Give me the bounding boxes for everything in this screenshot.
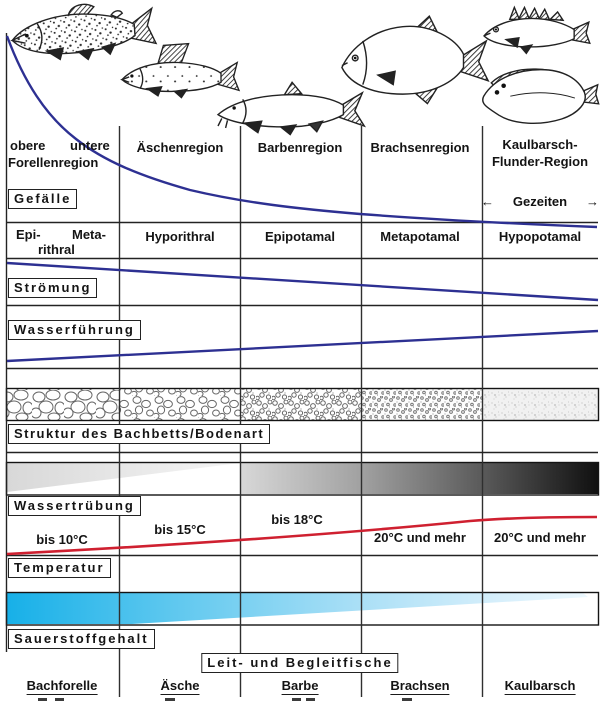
zone-rithral: rithral — [38, 242, 75, 257]
temperatur-label: Temperatur — [8, 558, 111, 578]
region-barben: Barbenregion — [257, 140, 343, 155]
temp-col2: bis 15°C — [154, 522, 206, 537]
zone-hypopotamal: Hypopotamal — [498, 229, 582, 244]
gezeiten-label: Gezeiten — [512, 194, 568, 209]
temp-col4: 20°C und mehr — [374, 530, 466, 545]
region-kaulbarsch-line1: Kaulbarsch- — [502, 137, 578, 152]
stroemung-label: Strömung — [8, 278, 97, 298]
gezeiten-indicator — [481, 194, 599, 209]
zone-epi: Epi- — [16, 227, 41, 242]
sauerstoffgehalt-label: Sauerstoffgehalt — [8, 629, 155, 649]
region-brachsen: Brachsenregion — [370, 140, 470, 155]
fish-name-bachforelle: Bachforelle — [26, 678, 98, 693]
bream-illustration — [342, 16, 488, 103]
leitfische-label: Leit- und Begleitfische — [201, 653, 398, 673]
region-forellen-word2: untere — [70, 138, 110, 153]
wasserfuehrung-label: Wasserführung — [8, 320, 141, 340]
oxygen-gradient-band — [7, 593, 599, 626]
gefaelle-label: Gefälle — [8, 189, 77, 209]
zone-hyporithral: Hyporithral — [145, 229, 215, 244]
fish-name-aesche: Äsche — [160, 678, 200, 693]
arrow-left-icon: ← — [481, 194, 494, 209]
temp-col5: 20°C und mehr — [494, 530, 586, 545]
fish-name-brachsen: Brachsen — [390, 678, 450, 693]
region-forellen-word1: obere — [10, 138, 46, 153]
fish-name-barbe: Barbe — [281, 678, 319, 693]
region-aeschen: Äschenregion — [136, 140, 224, 155]
zone-metapotamal: Metapotamal — [380, 229, 460, 244]
riverbed-structure-band — [7, 389, 599, 421]
fish-name-kaulbarsch: Kaulbarsch — [504, 678, 576, 693]
cropped-text-fragment — [165, 698, 175, 701]
arrow-right-icon: → — [586, 194, 599, 209]
region-kaulbarsch-line2: Flunder-Region — [491, 154, 589, 169]
wassertruebung-label: Wassertrübung — [8, 496, 141, 516]
brown-trout-illustration — [10, 0, 157, 65]
struktur-label: Struktur des Bachbetts/Bodenart — [8, 424, 270, 444]
zone-meta: Meta- — [72, 227, 106, 242]
cropped-text-fragment — [38, 698, 47, 701]
flounder-illustration — [483, 69, 599, 123]
cropped-text-fragment — [55, 698, 64, 701]
cropped-text-fragment — [402, 698, 412, 701]
turbidity-gradient-band — [7, 463, 599, 496]
zone-epipotamal: Epipotamal — [264, 229, 336, 244]
temp-col3: bis 18°C — [271, 512, 323, 527]
grayling-illustration — [122, 44, 239, 98]
temp-col1: bis 10°C — [36, 532, 88, 547]
cropped-text-fragment — [306, 698, 315, 701]
ruffe-illustration — [484, 7, 590, 53]
cropped-text-fragment — [292, 698, 301, 701]
region-forellen-line2: Forellenregion — [8, 155, 99, 170]
